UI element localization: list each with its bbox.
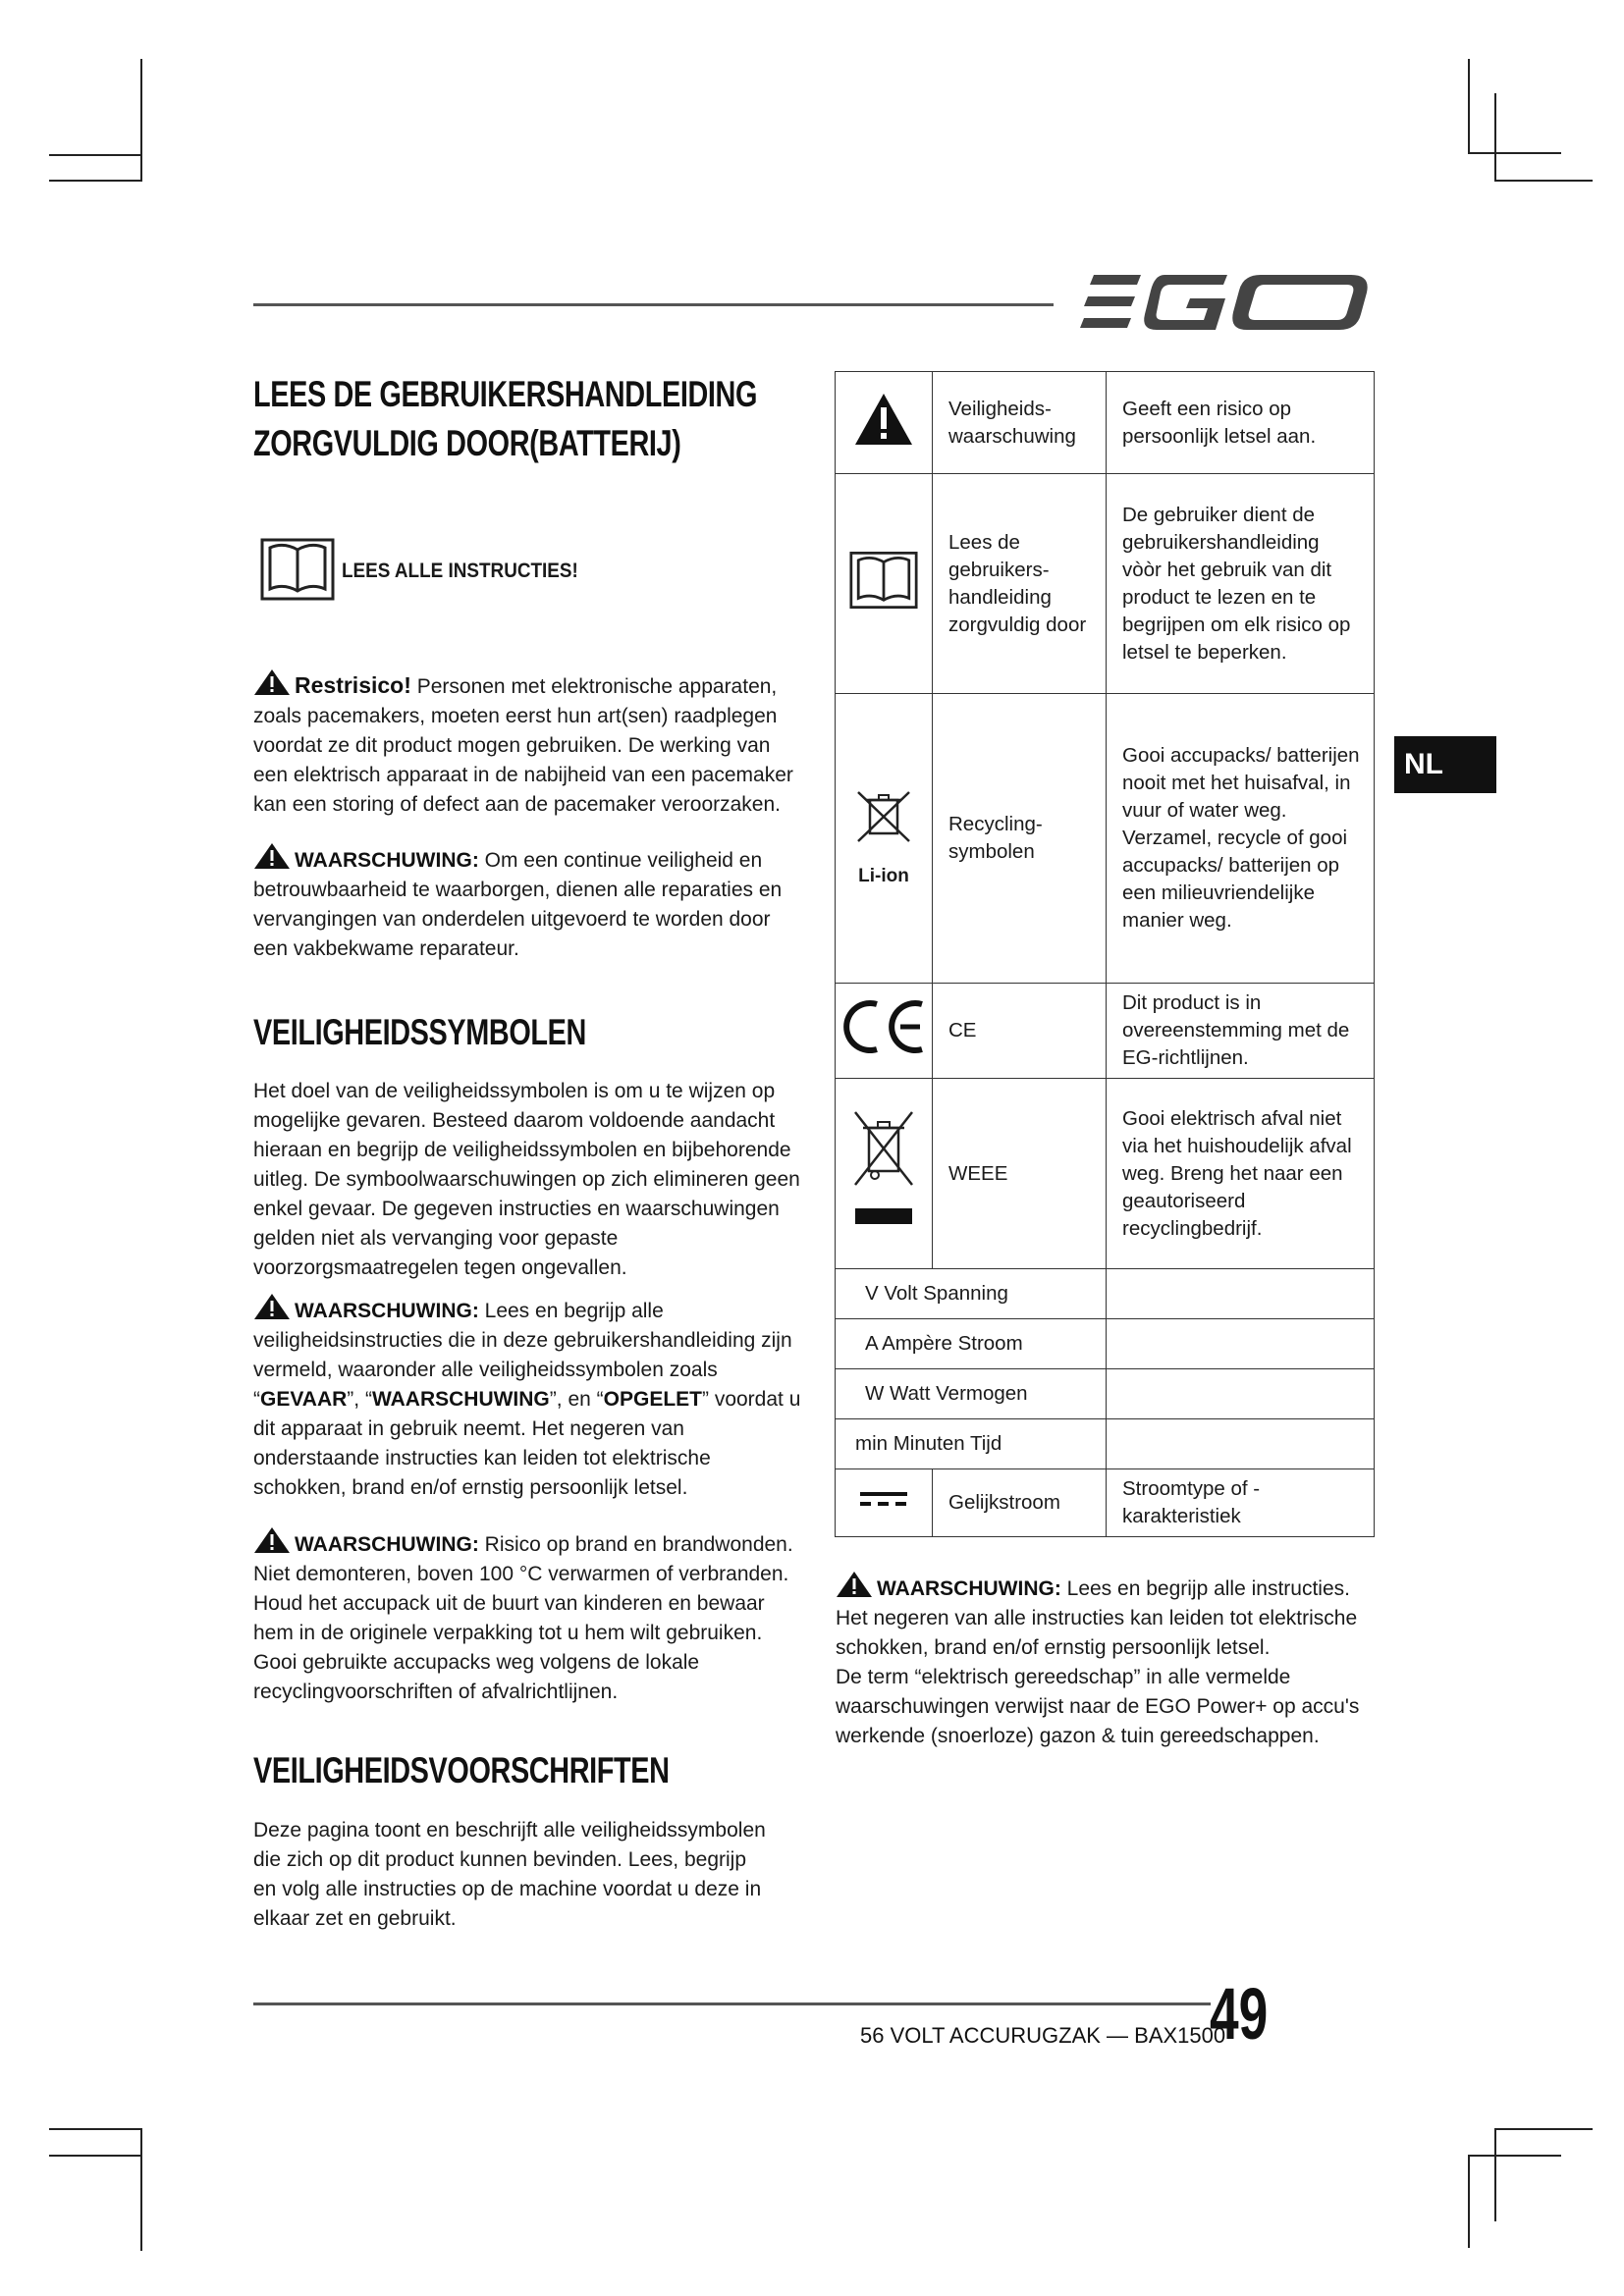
- warning-2-text-d: ” voordat u dit apparaat in gebruik neemt. Het negeren van onderstaande instructies kan leiden tot elektrische schokken, brand en/of ernstig persoonlijk letsel.: [253, 1388, 801, 1499]
- warning-triangle-icon: [836, 1571, 873, 1598]
- crop-mark: [1468, 59, 1470, 152]
- main-heading-line-2: ZORGVULDIG DOOR(BATTERIJ): [253, 423, 681, 463]
- table-row: [836, 1319, 1375, 1369]
- table-cell-desc: [1107, 1269, 1375, 1319]
- opgelet-term: OPGELET: [603, 1388, 702, 1411]
- symbols-intro-paragraph: Het doel van de veiligheidssymbolen is om u te wijzen op mogelijke gevaren. Besteed daarom voldoende aandacht hieraan en begrijp de veiligheidssymbolen en bijbehorende uitleg. De symboolwaarschuwingen op zich elimineren geen enkel gevaar. De gegeven instructies en waarschuwingen gelden niet als vervanging voor gepaste voorzorgsmaatregelen tegen ongevallen.: [253, 1080, 800, 1279]
- warning-2-text-a: Lees en begrijp alle veiligheidsinstructies die in deze gebruikershandleiding zijn vermeld, waaronder alle veiligheidssymbolen zoals “: [253, 1300, 792, 1411]
- symbols-heading: VEILIGHEIDSSYMBOLEN: [253, 1012, 586, 1052]
- table-cell-icon: [836, 1079, 933, 1269]
- right-warning-text: Lees en begrijp alle instructies. Het negeren van alle instructies kan leiden tot elektrische schokken, brand en/of ernstig persoonlijk letsel.: [836, 1577, 1358, 1659]
- warning-1-text: Om een continue veiligheid en betrouwbaarheid te waarborgen, dienen alle reparaties en vervangingen van onderdelen uitgevoerd te worden door een vakbekwame reparateur.: [253, 849, 783, 960]
- table-row: [836, 694, 1375, 984]
- recycling-bin-li-ion-icon: [852, 790, 915, 859]
- table-cell-icon: [836, 1469, 933, 1537]
- crop-mark: [1494, 2128, 1593, 2130]
- table-cell-desc: Stroomtype of -karakteristiek: [1107, 1469, 1375, 1537]
- main-heading-line-1: LEES DE GEBRUIKERSHANDLEIDING: [253, 374, 758, 414]
- crop-mark: [49, 180, 142, 182]
- table-cell-icon: [836, 474, 933, 694]
- direct-current-icon: [858, 1488, 909, 1510]
- warning-label: WAARSCHUWING:: [877, 1577, 1061, 1600]
- table-cell-desc: Gooi elektrisch afval niet via het huishoudelijk afval weg. Breng het naar een geautoriseerd recyclingbedrijf.: [1107, 1079, 1375, 1269]
- table-cell-name: WEEE: [933, 1079, 1107, 1269]
- li-ion-label: Li-ion: [858, 866, 909, 886]
- table-cell-name: Lees de gebruikers-handleiding zorgvuldig door: [933, 474, 1107, 694]
- table-cell-desc: Geeft een risico op persoonlijk letsel aan.: [1107, 372, 1375, 474]
- gevaar-term: GEVAAR: [260, 1388, 348, 1411]
- warning-paragraph-1: [253, 842, 803, 964]
- page-number: 49: [1210, 1973, 1269, 2055]
- footer-rule: [253, 2002, 1211, 2005]
- warning-2-sep-1: ”, “: [347, 1388, 372, 1411]
- symbol-table: [835, 371, 1375, 1537]
- warning-triangle-icon: [253, 668, 291, 696]
- table-row: [836, 984, 1375, 1079]
- crop-mark: [49, 2155, 142, 2157]
- warning-2-sep-2: ”, en “: [549, 1388, 604, 1411]
- footer-title: 56 VOLT ACCURUGZAK — BAX1500: [860, 2023, 1226, 2048]
- read-all-instructions: LEES ALLE INSTRUCTIES!: [342, 560, 578, 582]
- right-warning-paragraph: [836, 1571, 1366, 1751]
- crop-mark: [49, 2128, 142, 2130]
- weee-bin-icon: [849, 1106, 918, 1234]
- table-cell-desc: [1107, 1419, 1375, 1469]
- waarschuwing-term: WAARSCHUWING: [371, 1388, 550, 1411]
- table-cell-name: Gelijkstroom: [933, 1469, 1107, 1537]
- regulations-heading: VEILIGHEIDSVOORSCHRIFTEN: [253, 1750, 670, 1790]
- rest-risk-lead: Restrisico!: [295, 672, 411, 698]
- table-cell-merged: V Volt Spanning: [836, 1269, 1107, 1319]
- table-cell-name: CE: [933, 984, 1107, 1079]
- crop-mark: [140, 2128, 142, 2251]
- table-cell-icon: [836, 984, 933, 1079]
- table-cell-icon: [836, 372, 933, 474]
- table-cell-merged: W Watt Vermogen: [836, 1369, 1107, 1419]
- warning-label: WAARSCHUWING:: [295, 849, 479, 872]
- table-row: [836, 1469, 1375, 1537]
- crop-mark: [1494, 2128, 1496, 2221]
- power-tool-term-text: De term “elektrisch gereedschap” in alle vermelde waarschuwingen verwijst naar de EGO Power+ op accu's werkende (snoerloze) gazon & tuin gereedschappen.: [836, 1666, 1360, 1747]
- table-row: [836, 372, 1375, 474]
- table-cell-merged: min Minuten Tijd: [836, 1419, 1107, 1469]
- warning-triangle-icon: [853, 392, 914, 447]
- table-cell-desc: De gebruiker dient de gebruikershandleiding vòòr het gebruik van dit product te lezen en te begrijpen om elk risico op letsel te beperken.: [1107, 474, 1375, 694]
- rest-risk-text: Personen met elektronische apparaten, zoals pacemakers, moeten eerst hun art(sen) raadplegen voordat ze dit product mogen gebruiken. De werking van een elektrisch apparaat in de nabijheid van een pacemaker kan een storing of defect aan de pacemaker veroorzaken.: [253, 675, 793, 816]
- table-cell-desc: Gooi accupacks/ batterijen nooit met het huisafval, in vuur of water weg. Verzamel, recycle of gooi accupacks/ batterijen op een milieuvriendelijke manier weg.: [1107, 694, 1375, 984]
- table-cell-icon: [836, 694, 933, 984]
- table-cell-merged: A Ampère Stroom: [836, 1319, 1107, 1369]
- warning-3-text: Risico op brand en brandwonden. Niet demonteren, boven 100 °C verwarmen of verbranden. Houd het accupack uit de buurt van kinderen en bewaar hem in de originele verpakking tot u hem wilt gebruiken. Gooi gebruikte accupacks weg volgens de lokale recyclingvoorschriften of afvalrichtlijnen.: [253, 1533, 793, 1703]
- warning-label: WAARSCHUWING:: [295, 1533, 479, 1556]
- manual-book-icon: [260, 538, 335, 601]
- warning-paragraph-2: [253, 1293, 803, 1503]
- ce-mark-icon: [839, 998, 928, 1055]
- header-rule: [253, 303, 1054, 306]
- table-cell-name: Recycling-symbolen: [933, 694, 1107, 984]
- ego-logo: [1080, 273, 1375, 336]
- crop-mark: [140, 59, 142, 182]
- regulations-paragraph: Deze pagina toont en beschrijft alle veiligheidssymbolen die zich op dit product kunnen bevinden. Lees, begrijp en volg alle instructies op de machine voordat u deze in elkaar zet en gebruikt.: [253, 1819, 766, 1930]
- language-tab: NL: [1394, 736, 1496, 793]
- warning-triangle-icon: [253, 842, 291, 870]
- warning-triangle-icon: [253, 1293, 291, 1320]
- table-row: [836, 1369, 1375, 1419]
- table-row: [836, 1269, 1375, 1319]
- table-cell-desc: Dit product is in overeenstemming met de EG-richtlijnen.: [1107, 984, 1375, 1079]
- warning-triangle-icon: [253, 1526, 291, 1554]
- rest-risk-paragraph: [253, 668, 803, 820]
- table-row: [836, 1419, 1375, 1469]
- warning-paragraph-3: [253, 1526, 803, 1707]
- table-cell-desc: [1107, 1369, 1375, 1419]
- crop-mark: [1468, 2155, 1470, 2248]
- manual-book-icon: [849, 551, 918, 610]
- crop-mark: [1468, 2155, 1561, 2157]
- table-cell-desc: [1107, 1319, 1375, 1369]
- warning-label: WAARSCHUWING:: [295, 1300, 479, 1322]
- crop-mark: [49, 154, 142, 156]
- crop-mark: [1494, 93, 1496, 182]
- table-cell-name: Veiligheids-waarschuwing: [933, 372, 1107, 474]
- crop-mark: [1468, 152, 1561, 154]
- table-row: [836, 474, 1375, 694]
- table-row: [836, 1079, 1375, 1269]
- crop-mark: [1494, 180, 1593, 182]
